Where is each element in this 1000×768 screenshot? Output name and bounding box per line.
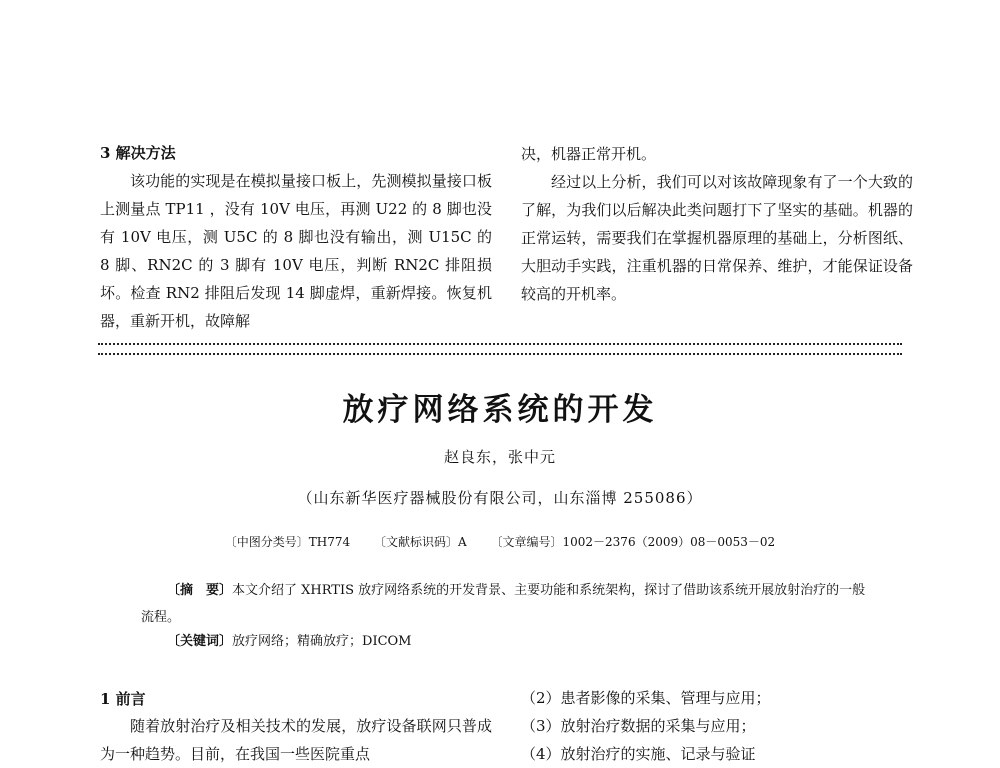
abstract-text: 本文介绍了 XHRTIS 放疗网络系统的开发背景、主要功能和系统架构，探讨了借助该系统开展放射治疗的一般流程。 [141,583,866,625]
intro-paragraph: 随着放射治疗及相关技术的发展，放疗设备联网只普成为一种趋势。目前，在我国一些医院重点 [100,717,492,763]
classification-line [0,533,1000,550]
document-code: 〔文献标识码〕A [374,535,467,549]
article-number: 〔文章编号〕1002－2376（2009）08－0053－02 [490,535,776,549]
section-heading-solution: 3 解决方法 [100,144,176,162]
keywords [141,630,871,649]
solution-paragraph: 该功能的实现是在模拟量接口板上，先测模拟量接口板上测量点 TP11 ，没有 10V 电压，再测 U22 的 8 脚也没有 10V 电压，测 U5C 的 8 脚也没有输出，测 U15C 的 8 脚、RN2C 的 3 脚有 10V 电压，判断 RN2C 排阻损坏。检查 RN2 排阻后发现 14 脚虚焊，重新焊接。恢复机器，重新开机，故障解 [100,172,492,330]
conclusion-paragraph: 经过以上分析，我们可以对该故障现象有了一个大致的了解，为我们以后解决此类问题打下了坚实的基础。机器的正常运转，需要我们在掌握机器原理的基础上，分析图纸、大胆动手实践，注重机器的日常保养、维护，才能保证设备较高的开机率。 [521,173,913,303]
abstract-label: 〔摘 要〕 [167,583,233,598]
section-heading-intro: 1 前言 [100,690,146,708]
function-list [521,684,913,768]
article-affiliation: （山东新华医疗器械股份有限公司，山东淄博 255086） [297,489,703,507]
list-item: （4）放射治疗的实施、记录与验证 [521,745,756,763]
abstract [141,577,871,631]
ornamental-divider [98,343,902,355]
list-item: （3）放射治疗数据的采集与应用； [521,717,756,735]
keywords-label: 〔关键词〕 [167,634,233,649]
article-authors: 赵良东，张中元 [443,448,556,466]
article-title: 放疗网络系统的开发 [342,392,658,428]
list-item: （2）患者影像的采集、管理与应用； [521,689,771,707]
classification-number: 〔中图分类号〕TH774 [224,535,351,549]
keywords-text: 放疗网络；精确放疗；DICOM [232,634,412,649]
continued-sentence: 决，机器正常开机。 [521,145,657,163]
